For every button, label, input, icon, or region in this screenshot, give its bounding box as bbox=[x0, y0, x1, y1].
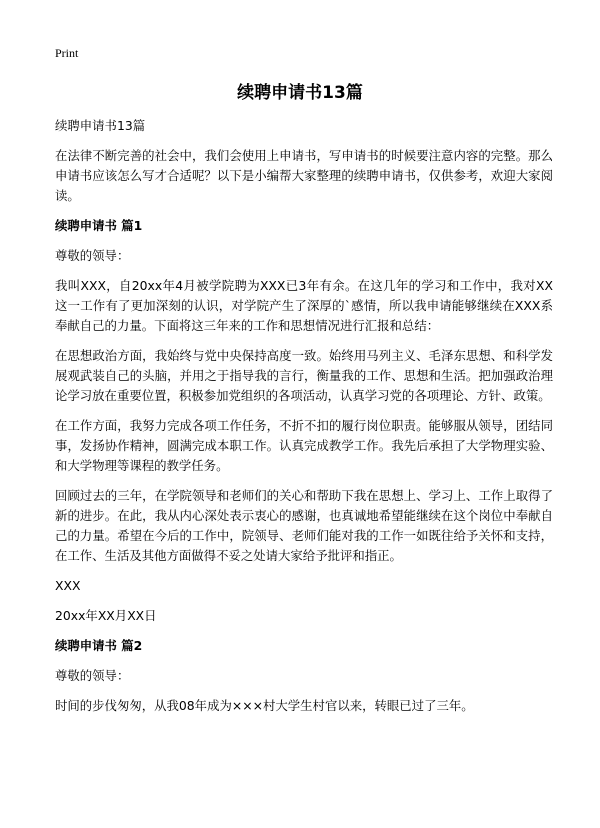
document-body bbox=[55, 116, 553, 726]
section1-paragraph-1: 我叫XXX，自20xx年4月被学院聘为XXX已3年有余。在这几年的学习和工作中，我对XX这一工作有了更加深刻的认识，对学院产生了深厚的`感情，所以我申请能够继续在XXX系奉献自己的力量。下面将这三年来的工作和思想情况进行汇报和总结： bbox=[55, 278, 553, 333]
document-subtitle: 续聘申请书13篇 bbox=[55, 118, 146, 133]
intro-paragraph: 在法律不断完善的社会中，我们会使用上申请书，写申请书的时候要注意内容的完整。那么申请书应该怎么写才合适呢？以下是小编帮大家整理的续聘申请书，仅供参考，欢迎大家阅读。 bbox=[55, 148, 553, 203]
print-label: Print bbox=[55, 46, 79, 60]
section1-paragraph-3: 在工作方面，我努力完成各项工作任务，不折不扣的履行岗位职责。能够服从领导，团结同事，发扬协作精神，圆满完成本职工作。认真完成教学工作。我先后承担了大学物理实验、和大学物理等课程的教学任务。 bbox=[55, 418, 553, 473]
salutation-1: 尊敬的领导： bbox=[55, 248, 130, 263]
signature-date: 20xx年XX月XX日 bbox=[55, 608, 157, 623]
section2-paragraph-1: 时间的步伐匆匆，从我08年成为×××村大学生村官以来，转眼已过了三年。 bbox=[55, 698, 474, 713]
document-title: 续聘申请书13篇 bbox=[237, 83, 363, 103]
section1-paragraph-4: 回顾过去的三年，在学院领导和老师们的关心和帮助下我在思想上、学习上、工作上取得了新的进步。在此，我从内心深处表示衷心的感谢，也真诚地希望能继续在这个岗位中奉献自己的力量。希望在今后的工作中，院领导、老师们能对我的工作一如既往给予关怀和支持，在工作、生活及其他方面做得不妥之处请大家给予批评和指正。 bbox=[55, 488, 553, 563]
signature: XXX bbox=[55, 578, 81, 593]
salutation-2: 尊敬的领导： bbox=[55, 668, 130, 683]
section-heading-1: 续聘申请书 篇1 bbox=[55, 218, 143, 233]
section1-paragraph-2: 在思想政治方面，我始终与党中央保持高度一致。始终用马列主义、毛泽东思想、和科学发展观武装自己的头脑，并用之于指导我的言行，衡量我的工作、思想和生活。把加强政治理论学习放在重要位置，积极参加党组织的各项活动，认真学习党的各项理论、方针、政策。 bbox=[55, 348, 553, 403]
section-heading-2: 续聘申请书 篇2 bbox=[55, 638, 143, 653]
